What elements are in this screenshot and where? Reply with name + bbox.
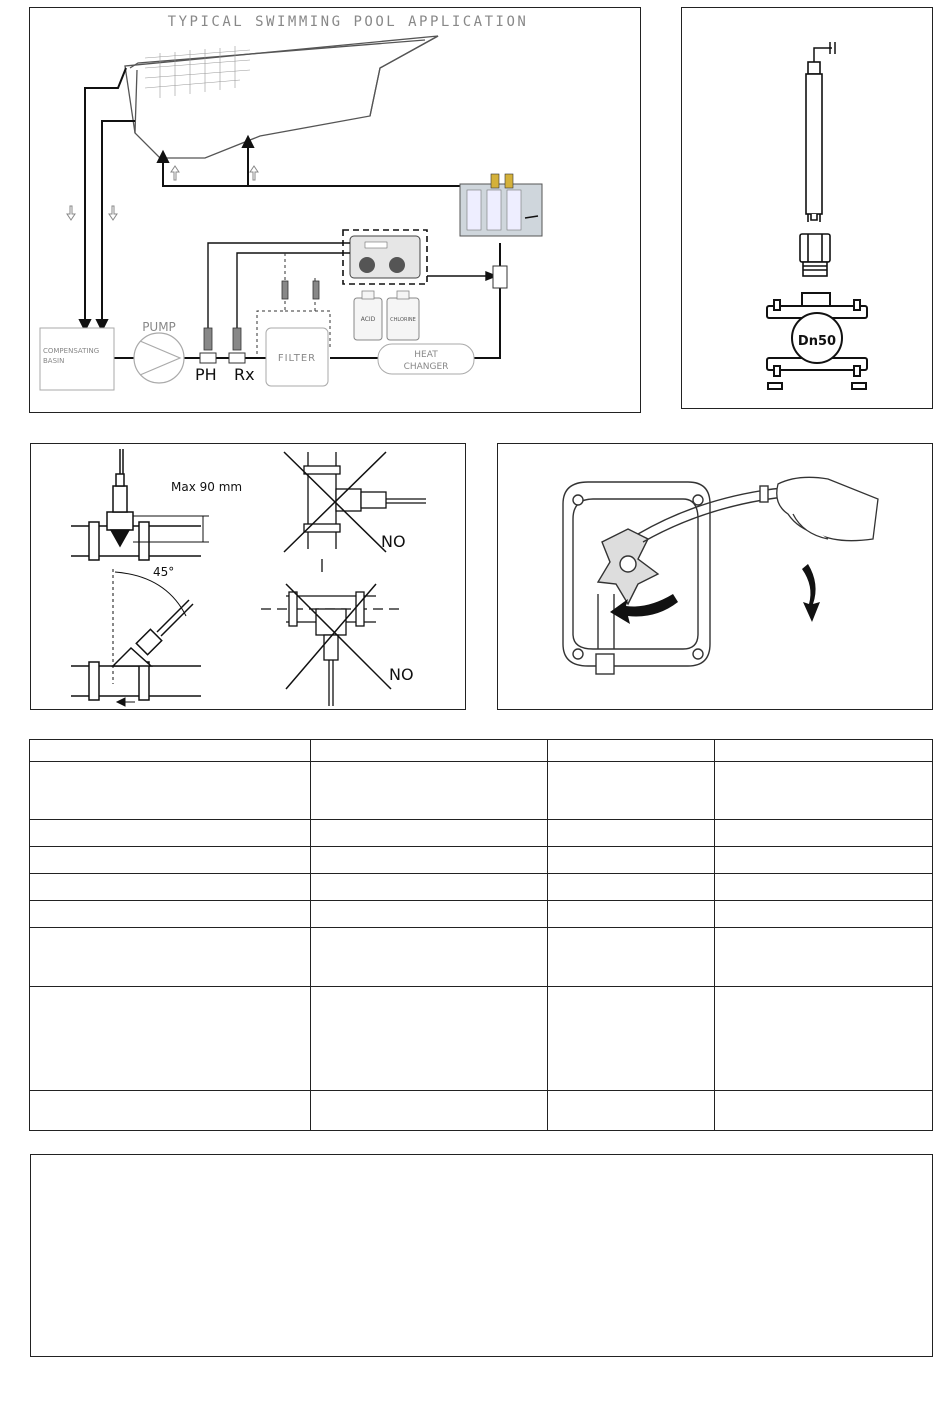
- no-label-1: NO: [381, 532, 406, 551]
- incorrect-install-1: [284, 452, 426, 572]
- probe-body: [806, 62, 822, 222]
- return-lines: [80, 68, 135, 330]
- mounting-diagram: [31, 444, 465, 709]
- mounting-panel: [30, 443, 466, 710]
- pool-diagram-title: TYPICAL SWIMMING POOL APPLICATION: [167, 14, 529, 30]
- dosing-unit: [343, 230, 427, 284]
- table-row: [30, 874, 933, 901]
- pump-label: PUMP: [142, 320, 176, 334]
- table-row: [30, 847, 933, 874]
- hand: [777, 477, 878, 540]
- compensating-basin: [40, 328, 114, 390]
- angled-probe-install: [71, 600, 201, 700]
- filter-label: FILTER: [277, 353, 317, 364]
- angle-label: 45°: [153, 565, 175, 579]
- probe-fitting: [800, 234, 830, 276]
- pool-application-panel: [29, 7, 641, 413]
- flow-arrow-icon: [117, 698, 135, 706]
- heat-label-1: HEAT: [414, 350, 438, 360]
- acid-label: ACID: [360, 316, 376, 323]
- max-label: Max 90 mm: [171, 480, 243, 494]
- table-row: [30, 987, 933, 1091]
- notes-box: [30, 1154, 933, 1357]
- basin-label-1: COMPENSATING: [43, 347, 100, 355]
- basin-label-2: BASIN: [43, 357, 65, 365]
- ph-label: PH: [195, 365, 217, 384]
- table-row: [30, 901, 933, 928]
- pool-application-diagram: [30, 8, 640, 412]
- heat-label-2: CHANGER: [403, 362, 449, 372]
- filter: [266, 328, 328, 386]
- acid-tank: [354, 291, 382, 340]
- specs-table: [29, 739, 933, 1131]
- probe-panel: [681, 7, 933, 409]
- control-panel: [460, 174, 542, 236]
- chlorine-label: CHLORINE: [390, 317, 416, 323]
- rx-label: Rx: [234, 365, 255, 384]
- check-valve: [493, 266, 507, 288]
- vertical-probe-install: [71, 449, 201, 560]
- flow-arrows-up: [171, 166, 258, 180]
- dn-label: Dn50: [797, 334, 837, 349]
- probe-cable: [814, 42, 835, 63]
- no-label-2: NO: [389, 665, 414, 684]
- pool-grid: [145, 46, 250, 98]
- supply-lines: [158, 137, 460, 186]
- pool-basin: [125, 36, 438, 158]
- table-row: [30, 762, 933, 820]
- pump-head-panel: [497, 443, 933, 710]
- probe-saddle-diagram: [682, 8, 932, 408]
- flow-arrows-down: [67, 206, 117, 220]
- chlorine-tank: [387, 291, 419, 340]
- pump-head-diagram: [498, 444, 932, 709]
- table-row: [30, 928, 933, 987]
- pump: [134, 320, 184, 383]
- incorrect-install-2: [261, 584, 401, 706]
- table-row: [30, 740, 933, 762]
- heat-changer: [378, 344, 474, 374]
- table-row: [30, 1091, 933, 1131]
- table-row: [30, 820, 933, 847]
